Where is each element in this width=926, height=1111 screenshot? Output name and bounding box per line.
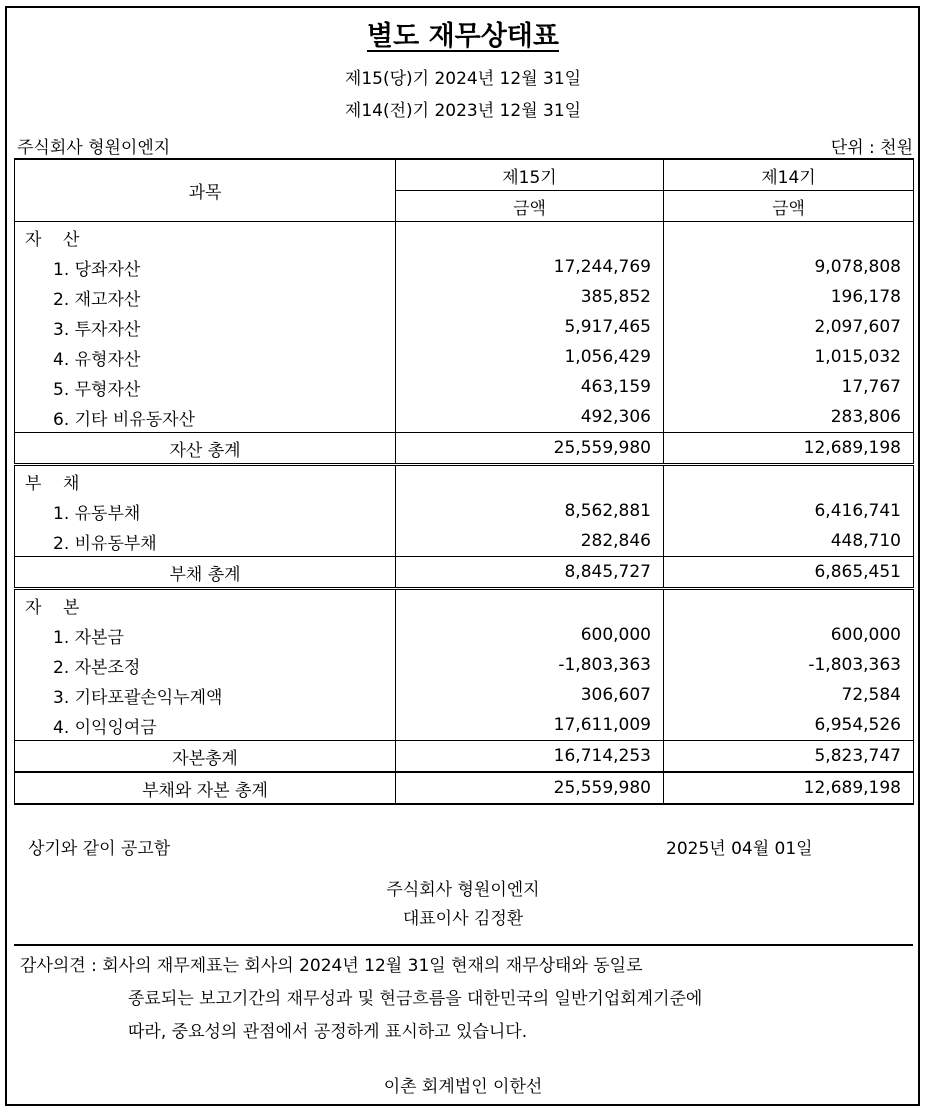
header-current-period: 제15기 xyxy=(396,159,664,191)
table-row: 1. 당좌자산 17,244,769 9,078,808 xyxy=(15,252,914,282)
section-equity-heading: 자 본 xyxy=(15,589,396,621)
period-prior: 제14(전)기 2023년 12월 31일 xyxy=(344,101,582,121)
audit-opinion-line-3: 따라, 중요성의 관점에서 공정하게 표시하고 있습니다. xyxy=(128,1022,528,1042)
audit-opinion-line-1: 감사의견 : 회사의 재무제표는 회사의 2024년 12월 31일 현재의 재무상태와 동일로 xyxy=(20,956,643,976)
table-row: 3. 투자자산 5,917,465 2,097,607 xyxy=(15,312,914,342)
table-row: 2. 비유동부채 282,846 448,710 xyxy=(15,526,914,557)
table-row: 6. 기타 비유동자산 492,306 283,806 xyxy=(15,402,914,433)
auditor-name: 이촌 회계법인 이한선 xyxy=(383,1077,543,1097)
signer-ceo: 대표이사 김정환 xyxy=(402,909,524,929)
header-amount-prior: 금액 xyxy=(664,191,914,222)
notice-text: 상기와 같이 공고함 xyxy=(28,839,171,859)
table-row: 1. 자본금 600,000 600,000 xyxy=(15,620,914,650)
audit-opinion-line-2: 종료되는 보고기간의 재무성과 및 현금흐름을 대한민국의 일반기업회계기준에 xyxy=(128,989,703,1009)
unit-label: 단위 : 천원 xyxy=(830,138,913,158)
header-prior-period: 제14기 xyxy=(664,159,914,191)
section-assets-heading: 자 산 xyxy=(15,222,396,253)
table-row: 4. 유형자산 1,056,429 1,015,032 xyxy=(15,342,914,372)
header-subject: 과목 xyxy=(15,159,396,222)
assets-total-row: 자산 총계 25,559,980 12,689,198 xyxy=(15,433,914,465)
signer-company: 주식회사 형원이엔지 xyxy=(386,880,540,900)
period-current: 제15(당)기 2024년 12월 31일 xyxy=(344,69,582,89)
table-row: 1. 유동부채 8,562,881 6,416,741 xyxy=(15,496,914,526)
table-row: 2. 자본조정 -1,803,363 -1,803,363 xyxy=(15,650,914,680)
document-title: 별도 재무상태표 xyxy=(367,21,559,52)
grand-total-row: 부채와 자본 총계 25,559,980 12,689,198 xyxy=(15,772,914,804)
divider xyxy=(14,944,913,946)
company-name: 주식회사 형원이엔지 xyxy=(17,138,171,158)
liabilities-total-row: 부채 총계 8,845,727 6,865,451 xyxy=(15,557,914,589)
table-row: 2. 재고자산 385,852 196,178 xyxy=(15,282,914,312)
balance-sheet-table xyxy=(14,158,914,805)
section-liabilities-heading: 부 채 xyxy=(15,465,396,497)
notice-date: 2025년 04월 01일 xyxy=(666,839,813,859)
header-amount-current: 금액 xyxy=(396,191,664,222)
table-row: 3. 기타포괄손익누계액 306,607 72,584 xyxy=(15,680,914,710)
table-row: 4. 이익잉여금 17,611,009 6,954,526 xyxy=(15,710,914,741)
equity-total-row: 자본총계 16,714,253 5,823,747 xyxy=(15,741,914,773)
table-row: 5. 무형자산 463,159 17,767 xyxy=(15,372,914,402)
audit-opinion xyxy=(20,950,900,1049)
